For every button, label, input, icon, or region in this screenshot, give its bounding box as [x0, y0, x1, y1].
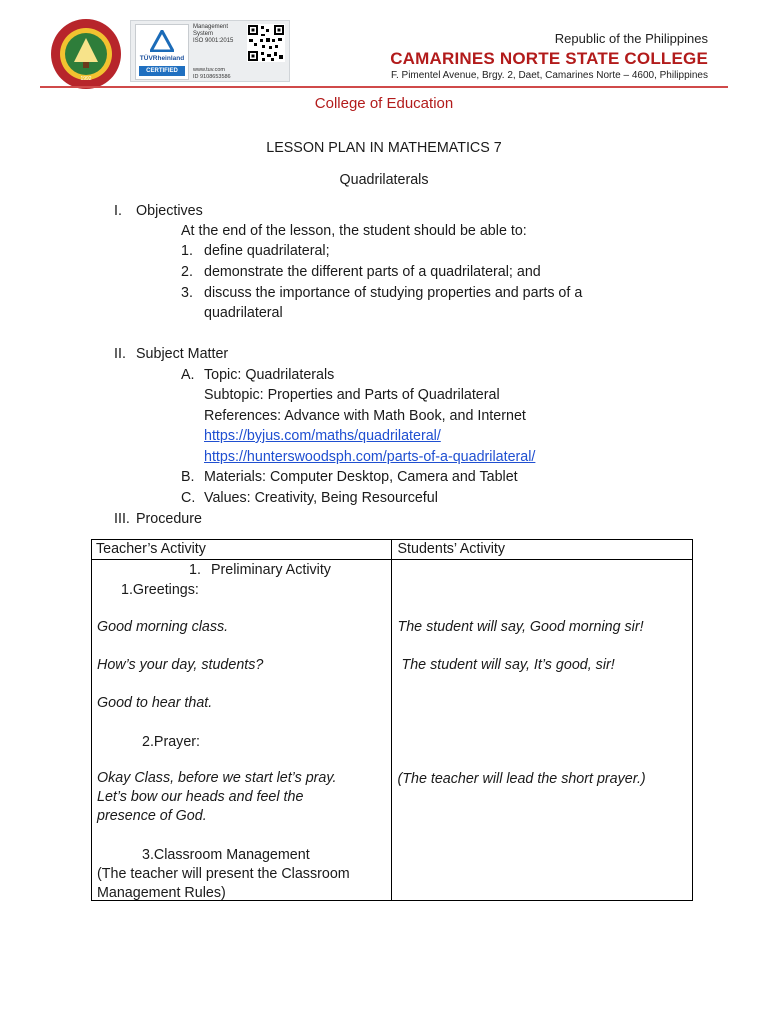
subtopic: Subtopic: Properties and Parts of Quadrilateral [204, 387, 500, 403]
materials: Materials: Computer Desktop, Camera and Tablet [204, 469, 518, 485]
objective-2-num: 2. [181, 264, 193, 280]
department-name: College of Education [314, 95, 454, 112]
references: References: Advance with Math Book, and Internet [204, 408, 526, 424]
teacher-prayer-line-1: Okay Class, before we start let’s pray. [97, 770, 337, 786]
teacher-prayer-line-3: presence of God. [97, 808, 207, 824]
teacher-activity-cell [92, 560, 392, 901]
objectives-intro: At the end of the lesson, the student should be able to: [181, 223, 527, 239]
student-answer: The student will say, It’s good, sir! [401, 657, 615, 673]
values-label: C. [181, 490, 196, 506]
teacher-question: How’s your day, students? [97, 657, 264, 673]
college-address: F. Pimentel Avenue, Brgy. 2, Daet, Camarines Norte – 4600, Philippines [390, 70, 708, 81]
lesson-subtitle: Quadrilaterals [339, 172, 429, 188]
objective-1-num: 1. [181, 243, 193, 259]
table-header-row [92, 540, 693, 560]
teacher-response: Good to hear that. [97, 695, 213, 711]
objectives-heading: Objectives [136, 203, 203, 219]
objective-3-continued: quadrilateral [204, 305, 283, 321]
values: Values: Creativity, Being Resourceful [204, 490, 438, 506]
republic-label: Republic of the Philippines [554, 31, 708, 46]
objective-3: discuss the importance of studying properties and parts of a [204, 285, 583, 301]
header-divider [40, 86, 728, 88]
classroom-management-line-1: (The teacher will present the Classroom [97, 866, 350, 882]
prelim-activity: Preliminary Activity [211, 562, 331, 578]
tuv-triangle-icon [150, 30, 174, 52]
cert-description: Management System ISO 9001:2015 [193, 24, 234, 44]
topic-label: A. [181, 367, 195, 383]
objective-3-num: 3. [181, 285, 193, 301]
iso-certification-badge [130, 20, 290, 82]
qr-code-icon [247, 24, 285, 62]
subject-num: II. [114, 346, 126, 362]
teacher-greeting: Good morning class. [97, 619, 229, 635]
classroom-management-line-2: Management Rules) [97, 885, 226, 901]
prayer-heading: 2.Prayer: [142, 734, 201, 750]
classroom-management-heading: 3.Classroom Management [142, 847, 310, 863]
procedure-num: III. [114, 511, 130, 527]
objective-2: demonstrate the different parts of a quadrilateral; and [204, 264, 541, 280]
reference-link-hunterswoodsph[interactable]: https://hunterswoodsph.com/parts-of-a-quadrilateral/ [204, 449, 536, 465]
teacher-column-header: Teacher’s Activity [92, 540, 392, 560]
lesson-title: LESSON PLAN IN MATHEMATICS 7 [266, 140, 502, 156]
student-column-header: Students’ Activity [391, 540, 693, 560]
procedure-table [91, 539, 693, 901]
student-activity-cell [391, 560, 693, 901]
greetings-heading: 1.Greetings: [121, 582, 199, 598]
topic: Topic: Quadrilaterals [204, 367, 335, 383]
table-row [92, 560, 693, 901]
student-prayer: (The teacher will lead the short prayer.) [397, 771, 646, 787]
materials-label: B. [181, 469, 195, 485]
procedure-heading: Procedure [136, 511, 202, 527]
student-greeting: The student will say, Good morning sir! [397, 619, 644, 635]
cert-id: www.tuv.com ID 9108653586 [193, 67, 231, 80]
svg-text:1992: 1992 [80, 76, 92, 82]
tuv-logo [135, 24, 189, 80]
subject-heading: Subject Matter [136, 346, 229, 362]
objectives-num: I. [114, 203, 122, 219]
certified-label: CERTIFIED [139, 66, 185, 76]
reference-link-byjus[interactable]: https://byjus.com/maths/quadrilateral/ [204, 428, 441, 444]
objective-1: define quadrilateral; [204, 243, 330, 259]
college-name: CAMARINES NORTE STATE COLLEGE [390, 49, 708, 68]
college-seal-icon [50, 18, 122, 90]
teacher-prayer-line-2: Let’s bow our heads and feel the [97, 789, 304, 805]
tuv-brand: TÜVRheinland [139, 55, 185, 62]
prelim-num: 1. [189, 562, 201, 578]
